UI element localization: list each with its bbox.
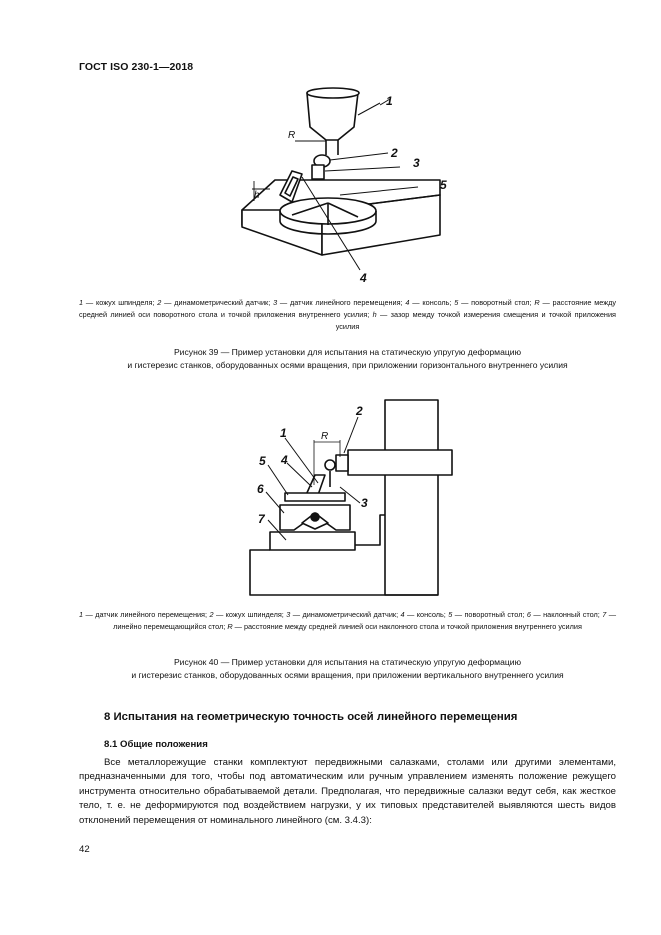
fig40-legend-text: — датчик линейного перемещения;: [83, 610, 210, 619]
fig40-legend-text: — поворотный стол;: [452, 610, 527, 619]
document-header: ГОСТ ISO 230-1—2018: [79, 61, 194, 73]
spindle-housing: [307, 93, 358, 140]
fig39-legend-text: — поворотный стол;: [458, 298, 535, 307]
fig40-legend-key: R: [227, 622, 233, 632]
fig40-legend-text: — линейно перемещающийся стол;: [113, 610, 616, 632]
figure-40-caption-line1: Рисунок 40 — Пример установки для испытания на статическую упругую деформацию: [173, 657, 522, 667]
fig40-label-R: R: [321, 431, 329, 442]
fig40-legend-text: — наклонный стол;: [530, 610, 603, 619]
fig39-legend-text: — зазор между точкой измерения смещения и точкой приложения усилия: [335, 310, 616, 332]
figure-39-caption: [79, 346, 616, 372]
page-number: 42: [79, 844, 90, 855]
fig39-legend-key: 1: [79, 298, 84, 307]
figure-39-caption-line1: Рисунок 39 — Пример установки для испытания на статическую упругую деформацию: [173, 347, 522, 357]
machine-column: [385, 400, 438, 595]
force-sensor: [336, 455, 348, 471]
fig40-legend-key: 2: [209, 610, 214, 619]
fig40-label-4: 4: [281, 453, 288, 467]
figure-39-caption-line2: и гистерезис станков, оборудованных осями вращения, при приложении горизонтального внутреннего усилия: [127, 360, 568, 371]
fig39-legend-key: 3: [273, 298, 278, 307]
figure-40-legend: [79, 609, 616, 633]
fig40-legend-key: 5: [448, 610, 453, 619]
fig39-legend-key: h: [372, 310, 377, 320]
fig39-legend-text: — динамометрический датчик;: [161, 298, 274, 307]
fig39-label-h: h: [254, 190, 260, 201]
fig39-legend-key: 5: [454, 298, 459, 307]
fig39-label-R: R: [288, 130, 296, 141]
fig39-label-5: 5: [440, 178, 447, 192]
fig39-label-2: 2: [391, 146, 398, 160]
body-paragraph-text: Все металлорежущие станки комплектуют передвижными салазками, столами или другими элементами, предназначенными для того, чтобы под автоматическим или ручным управлением изменять положение режущего инструмента относительно обрабатываемой детали. Предполагая, что передвижные салазки ведут себя, как жесткое тело, т. е. не деформируются под воздействием нагрузки, у их типовых представителей выявляются шесть видов отклонений перемещения от номинального линейного (см. 3.4.3):: [79, 757, 616, 826]
fig40-label-6: 6: [257, 482, 264, 496]
section-heading: 8 Испытания на геометрическую точность осей линейного перемещения: [104, 711, 518, 723]
fig39-legend-key: 2: [157, 298, 162, 307]
figure-39-drawing: [230, 85, 455, 290]
fig40-legend-text: — кожух шпинделя;: [213, 610, 287, 619]
fig39-legend-text: — расстояние между средней линией оси поворотного стола и точкой приложения внутреннего усилия;: [79, 298, 616, 320]
subsection-heading: 8.1 Общие положения: [104, 739, 208, 750]
fig40-legend-key: 7: [602, 610, 607, 619]
figure-40-caption: [79, 656, 616, 682]
fig40-legend-key: 1: [79, 610, 84, 619]
fig40-label-7: 7: [258, 512, 265, 526]
fig39-legend-key: R: [534, 298, 540, 307]
fig40-label-2: 2: [356, 404, 363, 418]
fig39-legend-text: — кожух шпинделя;: [83, 298, 158, 307]
console: [306, 475, 325, 495]
fig40-label-3: 3: [361, 496, 368, 510]
figure-39-legend: [79, 297, 616, 334]
fig39-label-4: 4: [360, 271, 367, 285]
fig40-legend-key: 3: [286, 610, 291, 619]
fig40-legend-text: — расстояние между средней линией оси наклонного стола и точкой приложения внутреннего усилия: [232, 622, 582, 632]
fig39-legend-key: 4: [405, 298, 410, 307]
fig40-legend-text: — консоль;: [404, 610, 449, 619]
figure-40-caption-line2: и гистерезис станков, оборудованных осями вращения, при приложении вертикального внутреннего усилия: [131, 670, 564, 681]
fig39-label-1: 1: [386, 94, 393, 108]
fig39-legend-text: — датчик линейного перемещения;: [277, 298, 406, 307]
fig40-label-1: 1: [280, 426, 287, 440]
linear-table: [270, 532, 355, 550]
fig40-label-5: 5: [259, 454, 266, 468]
fig40-legend-text: — динамометрический датчик;: [290, 610, 401, 619]
figure-40-drawing: [240, 395, 455, 605]
fig40-legend-key: 6: [526, 610, 531, 619]
fig39-legend-text: — консоль;: [409, 298, 455, 307]
fig40-legend-key: 4: [400, 610, 405, 619]
fig39-label-3: 3: [413, 156, 420, 170]
rotary-table: [285, 493, 345, 501]
body-paragraph: [79, 756, 616, 828]
spindle-arm: [348, 450, 452, 475]
